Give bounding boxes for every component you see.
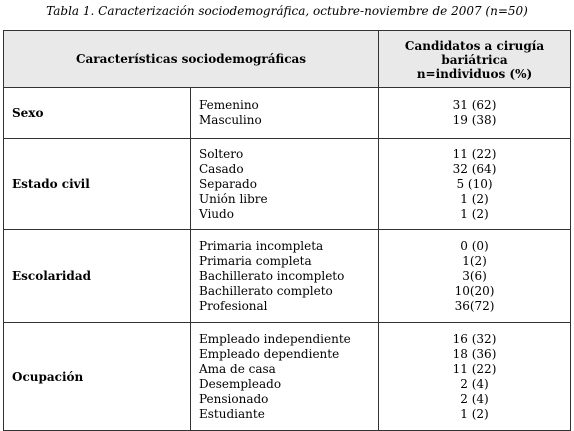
item-list bbox=[191, 230, 379, 323]
table-row bbox=[4, 139, 571, 230]
table-caption: Tabla 1. Caracterización sociodemográfica, octubre-noviembre de 2007 (n=50) bbox=[46, 4, 528, 18]
item-label: Soltero bbox=[199, 146, 244, 161]
value-cell: 32 (64) bbox=[452, 161, 497, 176]
item-label: Bachillerato completo bbox=[199, 283, 333, 298]
item-label: Unión libre bbox=[199, 191, 268, 206]
table-row bbox=[4, 88, 571, 139]
item-label: Casado bbox=[199, 161, 244, 176]
table-row bbox=[4, 230, 571, 323]
item-label: Viudo bbox=[199, 206, 234, 221]
header-characteristics: Características sociodemográficas bbox=[4, 31, 379, 88]
value-cell: 0 (0) bbox=[460, 238, 489, 253]
item-label: Empleado dependiente bbox=[199, 346, 340, 361]
table-header-row bbox=[4, 31, 571, 88]
value-cell: 1 (2) bbox=[460, 206, 489, 221]
value-cell: 3(6) bbox=[462, 268, 487, 283]
value-list bbox=[379, 323, 571, 431]
value-cell: 19 (38) bbox=[452, 113, 497, 127]
category-label: Estado civil bbox=[4, 139, 191, 230]
header-candidates-line: bariátrica bbox=[441, 53, 508, 67]
value-list bbox=[379, 88, 571, 139]
category-label: Sexo bbox=[4, 88, 191, 139]
value-list bbox=[379, 139, 571, 230]
value-cell: 2 (4) bbox=[460, 391, 489, 406]
item-label: Empleado independiente bbox=[199, 331, 351, 346]
category-label: Escolaridad bbox=[4, 230, 191, 323]
item-list bbox=[191, 139, 379, 230]
category-label: Ocupación bbox=[4, 323, 191, 431]
value-cell: 1(2) bbox=[462, 253, 487, 268]
value-cell: 36(72) bbox=[454, 298, 495, 313]
value-cell: 18 (36) bbox=[452, 346, 497, 361]
value-cell: 31 (62) bbox=[452, 98, 497, 112]
value-cell: 11 (22) bbox=[452, 146, 497, 161]
item-label: Separado bbox=[199, 176, 257, 191]
item-list bbox=[191, 88, 379, 139]
value-cell: 10(20) bbox=[454, 283, 495, 298]
header-candidates-line: Candidatos a cirugía bbox=[404, 39, 545, 53]
item-label: Profesional bbox=[199, 298, 268, 313]
item-label: Estudiante bbox=[199, 406, 265, 421]
value-cell: 1 (2) bbox=[460, 191, 489, 206]
item-list bbox=[191, 323, 379, 431]
table-row bbox=[4, 323, 571, 431]
value-cell: 16 (32) bbox=[452, 331, 497, 346]
value-list bbox=[379, 230, 571, 323]
item-label: Ama de casa bbox=[199, 361, 276, 376]
header-candidates-line: n=individuos (%) bbox=[416, 67, 533, 81]
item-label: Primaria completa bbox=[199, 253, 312, 268]
header-candidates bbox=[379, 31, 571, 88]
item-label: Primaria incompleta bbox=[199, 238, 324, 253]
value-cell: 1 (2) bbox=[460, 406, 489, 421]
value-cell: 11 (22) bbox=[452, 361, 497, 376]
item-label: Femenino bbox=[199, 98, 259, 112]
item-label: Bachillerato incompleto bbox=[199, 268, 345, 283]
value-cell: 5 (10) bbox=[456, 176, 493, 191]
item-label: Masculino bbox=[199, 113, 262, 127]
sociodemographic-table bbox=[3, 30, 571, 431]
item-label: Desempleado bbox=[199, 376, 282, 391]
item-label: Pensionado bbox=[199, 391, 269, 406]
value-cell: 2 (4) bbox=[460, 376, 489, 391]
